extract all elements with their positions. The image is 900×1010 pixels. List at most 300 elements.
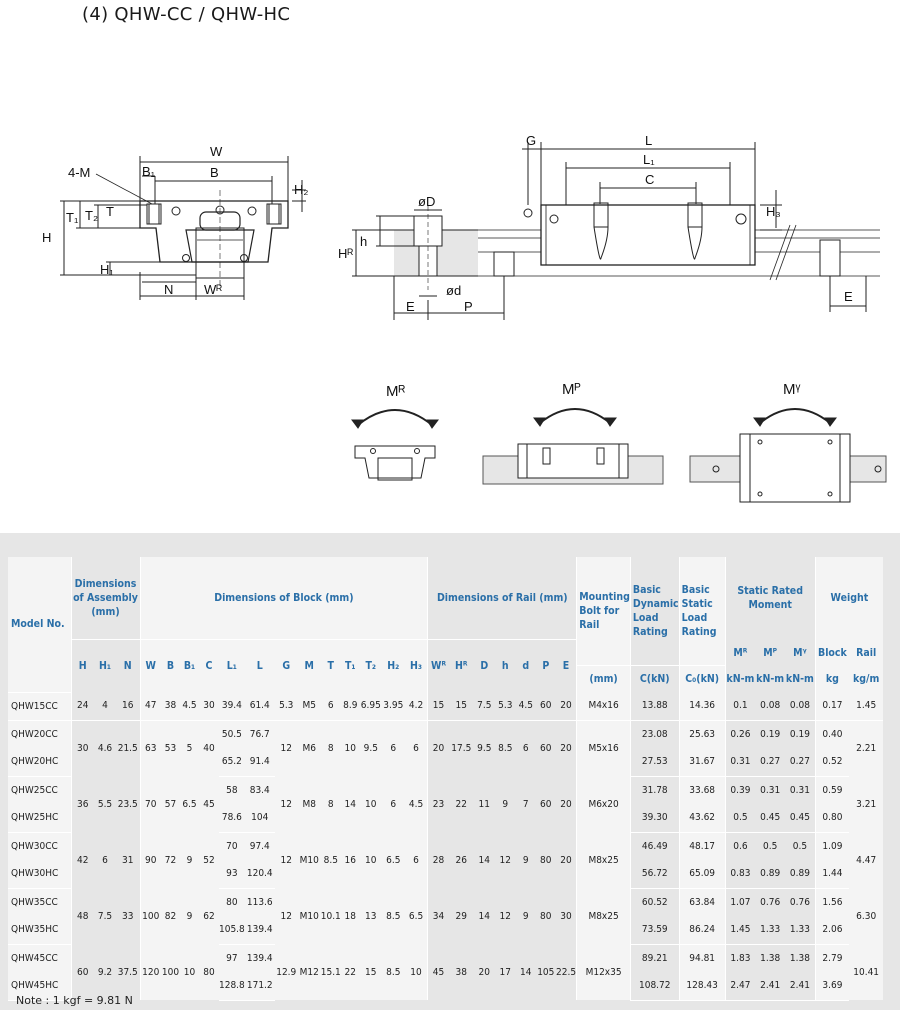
cell-mp: 0.19 [755,720,785,748]
cell-l: 83.4 [245,776,275,804]
table-row [8,776,883,804]
cell-hr: 26 [449,832,474,888]
cell-mr: 0.83 [725,860,755,888]
table-row [8,720,883,748]
cell-h3: 4.2 [405,692,428,720]
cell-mp: 0.27 [755,748,785,776]
cell-block_kg: 1.09 [815,832,849,860]
cell-g: 5.3 [275,692,298,720]
cell-h: 17 [495,944,516,1000]
cell-mr: 0.5 [725,804,755,832]
cell-hr: 17.5 [449,720,474,776]
cell-hr: 38 [449,944,474,1000]
label-E: E [406,299,415,314]
cell-mp: 0.31 [755,776,785,804]
cell-d: 7 [516,776,536,832]
cell-g: 12 [275,720,298,776]
cell-wr: 15 [428,692,449,720]
cell-c_dyn: 23.08 [630,720,679,748]
cell-h3: 6 [405,720,428,776]
cell-e: 20 [556,692,577,720]
cell-l1: 65.2 [219,748,245,776]
col-header-rail-0: Wᴿ [428,640,449,693]
cell-l1: 80 [219,888,245,916]
cell-c_dyn: 39.30 [630,804,679,832]
cell-block_kg: 0.40 [815,720,849,748]
cell-block_kg: 2.06 [815,916,849,944]
cell-d: 14 [474,888,495,944]
cell-n: 23.5 [116,776,140,832]
col-header-rail-3: h [495,640,516,693]
col-header-block-4: L₁ [219,640,245,693]
cell-w: 70 [140,776,161,832]
cell-h2: 6.5 [382,832,405,888]
cell-mp: 0.45 [755,804,785,832]
cell-block_kg: 3.69 [815,972,849,1000]
cell-mr: 1.45 [725,916,755,944]
col-header-block-3: C [199,640,219,693]
header-bolt: Mounting Bolt for Rail [577,557,631,666]
cell-h1: 7.5 [94,888,116,944]
label-H3: H₃ [766,204,781,219]
cell-m: M12 [298,944,321,1000]
col-header-block-12: H₃ [405,640,428,693]
cell-t2: 15 [360,944,382,1000]
header-static: Basic Static Load Rating [679,557,725,666]
cell-mr: 0.31 [725,748,755,776]
cell-l: 139.4 [245,944,275,972]
cell-m: M10 [298,832,321,888]
cell-w: 90 [140,832,161,888]
cell-t1: 14 [341,776,360,832]
cell-model: QHW25HC [8,804,71,832]
cell-m: M8 [298,776,321,832]
cell-t: 8.5 [321,832,341,888]
header-dynamic: Basic Dynamic Load Rating [630,557,679,666]
cell-model: QHW35CC [8,888,71,916]
cell-t1: 22 [341,944,360,1000]
cell-my: 0.45 [785,804,815,832]
cell-bolt: M4x16 [577,692,631,720]
cell-my: 0.89 [785,860,815,888]
cell-h1: 6 [94,832,116,888]
cell-l: 76.7 [245,720,275,748]
label-d: ød [446,283,462,298]
cell-d: 20 [474,944,495,1000]
cell-mp: 1.33 [755,916,785,944]
col-header-rail-6: E [556,640,577,693]
col-unit-bolt: (mm) [577,666,631,693]
label-MR: Mᴿ [386,383,406,400]
cell-h: 9 [495,776,516,832]
cell-h: 5.3 [495,692,516,720]
col-header-0: H [71,640,94,693]
cell-b: 82 [161,888,180,944]
cell-p: 80 [536,888,556,944]
cell-c: 80 [199,944,219,1000]
cell-block_kg: 0.52 [815,748,849,776]
cell-d: 4.5 [516,692,536,720]
header-block: Dimensions of Block (mm) [140,557,428,640]
cell-l: 113.6 [245,888,275,916]
cell-e: 20 [556,720,577,776]
cell-model: QHW20HC [8,748,71,776]
cell-mr: 0.6 [725,832,755,860]
label-W: W [210,144,223,159]
cell-my: 1.33 [785,916,815,944]
cell-t2: 9.5 [360,720,382,776]
cell-h: 48 [71,888,94,944]
cell-g: 12 [275,832,298,888]
cell-d: 14 [516,944,536,1000]
col-header-block-2: B₁ [180,640,199,693]
cell-mr: 1.83 [725,944,755,972]
cell-l1: 70 [219,832,245,860]
cell-g: 12.9 [275,944,298,1000]
cell-t: 10.1 [321,888,341,944]
cell-hr: 15 [449,692,474,720]
col-header-weight-0: Block [815,640,849,666]
cell-mp: 0.5 [755,832,785,860]
cell-l: 171.2 [245,972,275,1000]
cell-h3: 6 [405,832,428,888]
label-H1: H₁ [100,262,114,277]
cell-t: 8 [321,776,341,832]
col-unit-moment-2: kN-m [785,666,815,693]
col-header-2: N [116,640,140,693]
col-header-block-9: T₁ [341,640,360,693]
col-header-block-1: B [161,640,180,693]
cell-c_dyn: 108.72 [630,972,679,1000]
label-G: G [526,133,537,148]
col-unit-dynamic: C(kN) [630,666,679,693]
moment-diagrams [352,409,886,502]
cell-model: QHW20CC [8,720,71,748]
col-header-block-5: L [245,640,275,693]
col-header-block-0: W [140,640,161,693]
cell-m: M10 [298,888,321,944]
cell-n: 16 [116,692,140,720]
cell-b: 38 [161,692,180,720]
col-header-moment-1: Mᴾ [755,640,785,666]
label-4M: 4-M [68,165,91,180]
cell-h2: 8.5 [382,944,405,1000]
cell-b1: 9 [180,888,199,944]
cell-my: 0.19 [785,720,815,748]
cell-l: 61.4 [245,692,275,720]
cell-t2: 10 [360,776,382,832]
cell-c0: 48.17 [679,832,725,860]
col-header-rail-1: Hᴿ [449,640,474,693]
cell-bolt: M8x25 [577,888,631,944]
cell-h: 60 [71,944,94,1000]
cell-c_dyn: 56.72 [630,860,679,888]
footnote: Note : 1 kgf = 9.81 N [16,994,133,1007]
col-header-block-10: T₂ [360,640,382,693]
cell-t1: 18 [341,888,360,944]
cell-l1: 105.8 [219,916,245,944]
label-L: L [645,133,653,148]
cell-h2: 6 [382,776,405,832]
cell-l: 104 [245,804,275,832]
cell-h2: 6 [382,720,405,776]
cell-mp: 0.08 [755,692,785,720]
col-header-moment-2: Mᵞ [785,640,815,666]
cell-wr: 23 [428,776,449,832]
cell-my: 0.08 [785,692,815,720]
label-B: B [210,165,219,180]
front-view-drawing [60,156,309,300]
cell-c0: 128.43 [679,972,725,1000]
cell-my: 0.76 [785,888,815,916]
cell-c0: 14.36 [679,692,725,720]
cell-l1: 78.6 [219,804,245,832]
cell-c_dyn: 89.21 [630,944,679,972]
cell-b: 72 [161,832,180,888]
cell-l1: 58 [219,776,245,804]
cell-wr: 34 [428,888,449,944]
cell-model: QHW45HC [8,972,71,1000]
col-unit-weight-1: kg/m [849,666,883,693]
cell-my: 0.31 [785,776,815,804]
cell-l1: 50.5 [219,720,245,748]
specification-table [8,557,883,1001]
label-E-right: E [844,289,853,304]
cell-l1: 128.8 [219,972,245,1000]
label-MY: Mᵞ [783,381,801,398]
cell-rail_kg: 4.47 [849,832,883,888]
label-H: H [42,230,52,245]
cell-h2: 8.5 [382,888,405,944]
cell-c0: 94.81 [679,944,725,972]
cell-model: QHW25CC [8,776,71,804]
cell-c0: 86.24 [679,916,725,944]
cell-b1: 5 [180,720,199,776]
cell-t2: 6.95 [360,692,382,720]
cell-t2: 13 [360,888,382,944]
cell-mr: 0.1 [725,692,755,720]
cell-b: 100 [161,944,180,1000]
cell-c0: 31.67 [679,748,725,776]
label-MP: Mᴾ [562,381,581,398]
label-B1: B₁ [142,164,156,179]
cell-c_dyn: 13.88 [630,692,679,720]
cell-t1: 8.9 [341,692,360,720]
label-N: N [164,282,174,297]
cell-w: 47 [140,692,161,720]
cell-c0: 33.68 [679,776,725,804]
label-L1: L₁ [643,152,655,167]
cell-b1: 9 [180,832,199,888]
cell-block_kg: 1.44 [815,860,849,888]
label-WR: Wᴿ [204,282,223,297]
page-title: (4) QHW-CC / QHW-HC [82,4,291,25]
cell-my: 0.5 [785,832,815,860]
header-sub-row [8,640,883,666]
cell-n: 31 [116,832,140,888]
cell-w: 100 [140,888,161,944]
label-P: P [464,299,473,314]
col-header-moment-0: Mᴿ [725,640,755,666]
label-T2: T₂ [85,208,98,223]
cell-mr: 0.39 [725,776,755,804]
cell-wr: 28 [428,832,449,888]
cell-h1: 9.2 [94,944,116,1000]
cell-p: 60 [536,776,556,832]
cell-h1: 4.6 [94,720,116,776]
cell-mp: 1.38 [755,944,785,972]
col-unit-moment-0: kN-m [725,666,755,693]
cell-l: 91.4 [245,748,275,776]
col-unit-weight-0: kg [815,666,849,693]
cell-c_dyn: 31.78 [630,776,679,804]
cell-h3: 10 [405,944,428,1000]
cell-l1: 39.4 [219,692,245,720]
header-rail: Dimensions of Rail (mm) [428,557,577,640]
cell-bolt: M5x16 [577,720,631,776]
cell-hr: 22 [449,776,474,832]
cell-p: 105 [536,944,556,1000]
cell-rail_kg: 2.21 [849,720,883,776]
label-D: øD [418,194,436,209]
cell-h3: 4.5 [405,776,428,832]
cell-d: 11 [474,776,495,832]
col-header-rail-4: d [516,640,536,693]
col-header-rail-2: D [474,640,495,693]
cell-h: 8.5 [495,720,516,776]
table-body [8,692,883,1000]
cell-mp: 0.89 [755,860,785,888]
header-assembly: Dimensions of Assembly (mm) [71,557,140,640]
cell-b1: 6.5 [180,776,199,832]
cell-c0: 25.63 [679,720,725,748]
cell-n: 21.5 [116,720,140,776]
cell-h1: 4 [94,692,116,720]
cell-l: 139.4 [245,916,275,944]
cell-l: 97.4 [245,832,275,860]
cell-h3: 6.5 [405,888,428,944]
cell-e: 20 [556,832,577,888]
cell-rail_kg: 3.21 [849,776,883,832]
header-weight: Weight [815,557,883,640]
cell-b1: 4.5 [180,692,199,720]
cell-rail_kg: 1.45 [849,692,883,720]
cell-t1: 16 [341,832,360,888]
cell-model: QHW15CC [8,692,71,720]
cell-my: 0.27 [785,748,815,776]
col-header-rail-5: P [536,640,556,693]
cell-n: 37.5 [116,944,140,1000]
label-C: C [645,172,655,187]
cell-block_kg: 2.79 [815,944,849,972]
cell-rail_kg: 10.41 [849,944,883,1000]
cell-c: 40 [199,720,219,776]
cell-h: 24 [71,692,94,720]
table-row [8,832,883,860]
cell-block_kg: 1.56 [815,888,849,916]
cell-n: 33 [116,888,140,944]
cell-c: 52 [199,832,219,888]
cell-b: 53 [161,720,180,776]
cell-c_dyn: 27.53 [630,748,679,776]
cell-d: 9 [516,888,536,944]
cell-c_dyn: 46.49 [630,832,679,860]
cell-w: 120 [140,944,161,1000]
cell-block_kg: 0.59 [815,776,849,804]
col-header-block-6: G [275,640,298,693]
cell-l1: 97 [219,944,245,972]
cell-m: M5 [298,692,321,720]
cell-h1: 5.5 [94,776,116,832]
table-row [8,888,883,916]
side-view-drawing [352,142,880,320]
cell-l: 120.4 [245,860,275,888]
col-header-1: H₁ [94,640,116,693]
cell-h: 36 [71,776,94,832]
table-row [8,692,883,720]
header-moment: Static Rated Moment [725,557,815,640]
cell-c0: 43.62 [679,804,725,832]
table-row [8,944,883,972]
cell-wr: 20 [428,720,449,776]
cell-model: QHW35HC [8,916,71,944]
cell-h2: 3.95 [382,692,405,720]
cell-g: 12 [275,776,298,832]
cell-h: 12 [495,832,516,888]
label-T1: T₁ [66,210,79,225]
cell-bolt: M12x35 [577,944,631,1000]
cell-c: 45 [199,776,219,832]
cell-e: 22.5 [556,944,577,1000]
cell-t1: 10 [341,720,360,776]
cell-d: 7.5 [474,692,495,720]
cell-c: 30 [199,692,219,720]
cell-h: 42 [71,832,94,888]
cell-block_kg: 0.80 [815,804,849,832]
cell-block_kg: 0.17 [815,692,849,720]
cell-m: M6 [298,720,321,776]
cell-p: 80 [536,832,556,888]
cell-p: 60 [536,692,556,720]
cell-t: 8 [321,720,341,776]
cell-d: 9 [516,832,536,888]
cell-p: 60 [536,720,556,776]
cell-w: 63 [140,720,161,776]
col-unit-moment-1: kN-m [755,666,785,693]
header-model-no: Model No. [8,557,71,692]
cell-d: 14 [474,832,495,888]
cell-mr: 2.47 [725,972,755,1000]
cell-t: 6 [321,692,341,720]
cell-my: 1.38 [785,944,815,972]
cell-d: 9.5 [474,720,495,776]
cell-t2: 10 [360,832,382,888]
cell-d: 6 [516,720,536,776]
cell-l1: 93 [219,860,245,888]
col-header-block-8: T [321,640,341,693]
col-header-block-7: M [298,640,321,693]
cell-bolt: M8x25 [577,832,631,888]
label-H2: H₂ [294,182,309,197]
cell-bolt: M6x20 [577,776,631,832]
cell-wr: 45 [428,944,449,1000]
cell-mp: 2.41 [755,972,785,1000]
cell-mr: 0.26 [725,720,755,748]
cell-e: 20 [556,776,577,832]
col-header-weight-1: Rail [849,640,883,666]
cell-e: 30 [556,888,577,944]
cell-g: 12 [275,888,298,944]
